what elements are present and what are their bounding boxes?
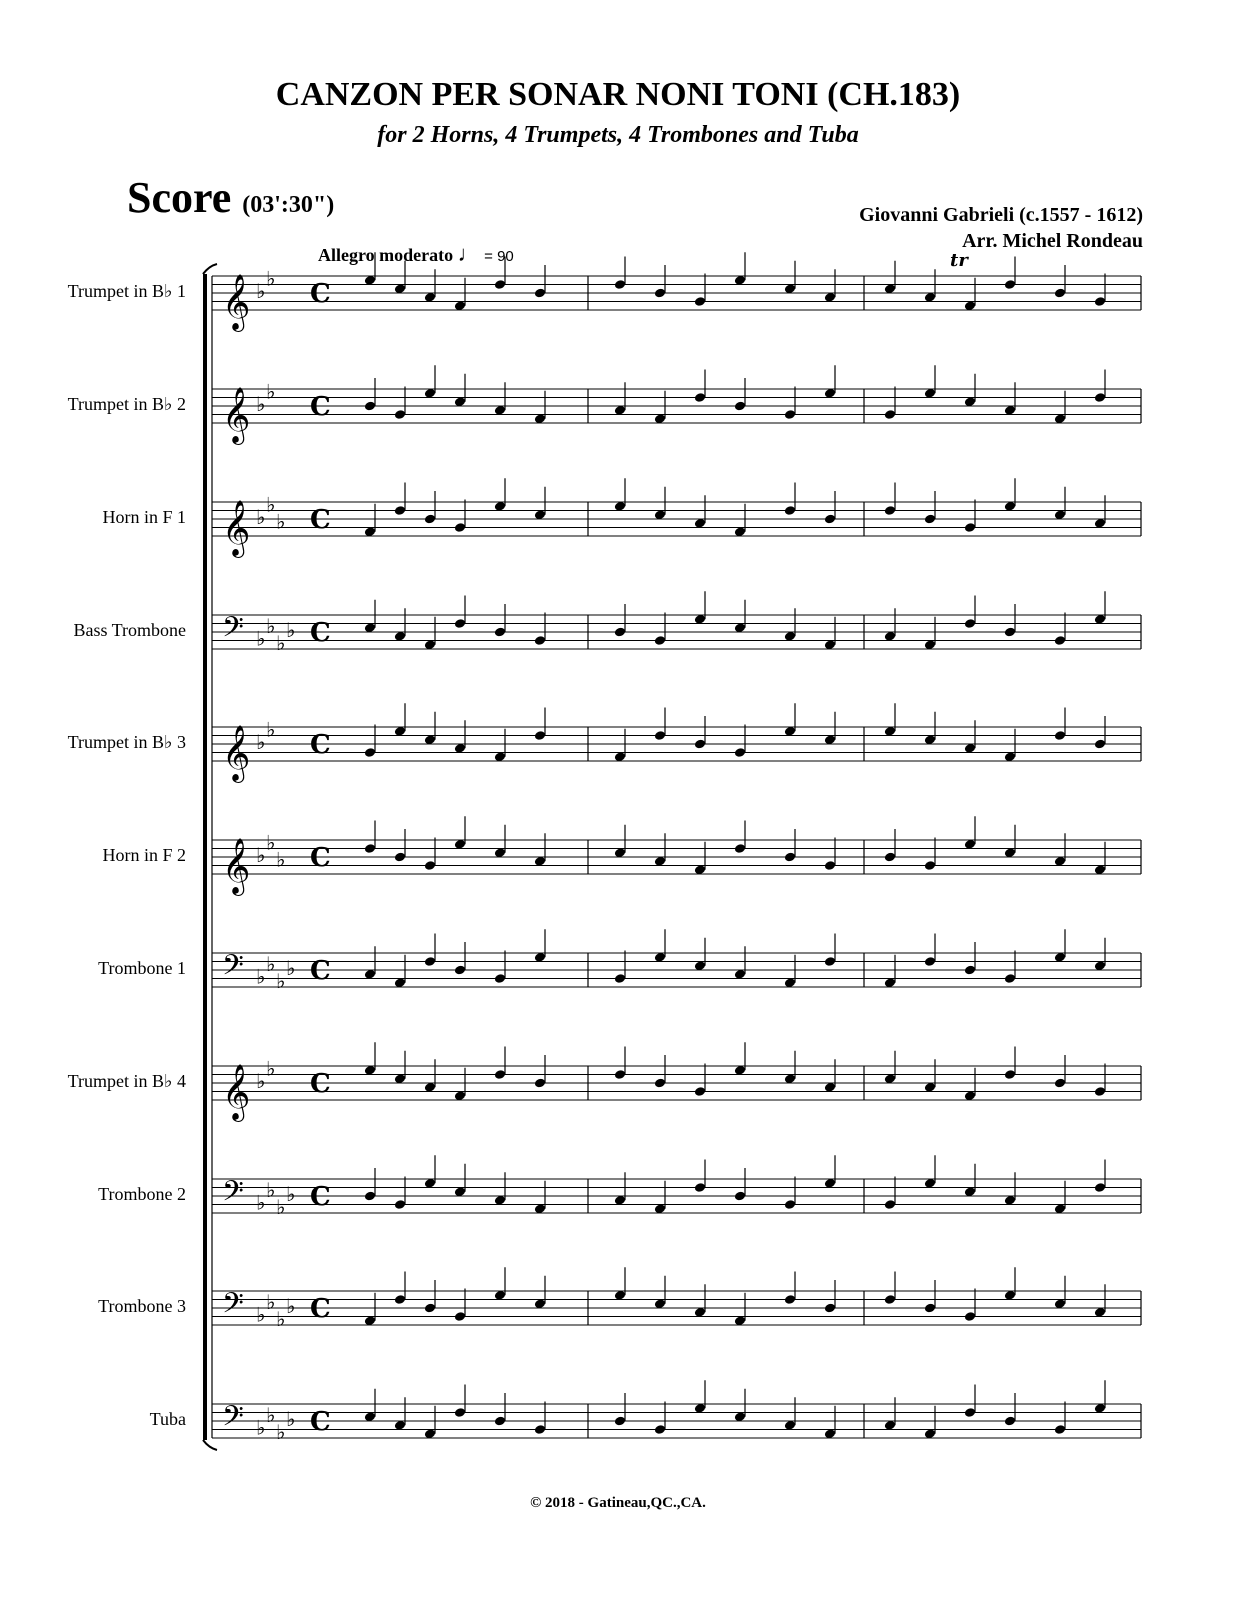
notehead <box>824 956 837 967</box>
notehead <box>424 1302 437 1313</box>
notehead <box>454 1407 467 1418</box>
bracket-bottom-hook <box>203 1440 217 1450</box>
tempo-value: = 90 <box>484 248 514 265</box>
treble-clef-icon: 𝄞 <box>222 387 251 443</box>
notehead <box>654 1424 667 1435</box>
treble-clef-icon: 𝄞 <box>222 274 251 330</box>
notehead <box>1004 1415 1017 1426</box>
notehead <box>614 626 627 637</box>
key-flat-icon: ♭ <box>276 847 286 872</box>
time-signature: C <box>310 392 331 422</box>
notehead <box>1094 1182 1107 1193</box>
notehead <box>364 400 377 411</box>
notehead <box>884 851 897 862</box>
notehead <box>614 1415 627 1426</box>
key-flat-icon: ♭ <box>266 951 276 976</box>
notehead <box>1004 279 1017 290</box>
time-signature: C <box>310 1182 331 1212</box>
key-flat-icon: ♭ <box>266 492 276 517</box>
notehead <box>924 1302 937 1313</box>
notehead <box>924 513 937 524</box>
bracket-top-hook <box>203 264 217 274</box>
key-flat-icon: ♭ <box>276 630 286 655</box>
notehead <box>534 1424 547 1435</box>
notehead <box>734 400 747 411</box>
notehead <box>1054 287 1067 298</box>
key-flat-icon: ♭ <box>286 1407 296 1431</box>
bass-clef-icon: 𝄢 <box>222 949 244 989</box>
notehead <box>784 1294 797 1305</box>
key-flat-icon: ♭ <box>286 956 296 980</box>
treble-clef-icon: 𝄞 <box>222 1064 251 1120</box>
composer: Giovanni Gabrieli (c.1557 - 1612) <box>859 204 1143 226</box>
notehead <box>424 860 437 871</box>
notehead <box>694 738 707 749</box>
copyright: © 2018 - Gatineau,QC.,CA. <box>530 1495 706 1511</box>
key-flat-icon: ♭ <box>266 613 276 638</box>
notehead <box>884 1199 897 1210</box>
key-flat-icon: ♭ <box>286 618 296 642</box>
time-signature: C <box>310 1407 331 1437</box>
key-flat-icon: ♭ <box>266 1056 276 1081</box>
time-signature: C <box>310 1069 331 1099</box>
part-name: Trumpet in B♭ 1 <box>67 281 186 301</box>
time-signature: C <box>310 730 331 760</box>
time-signature: C <box>310 843 331 873</box>
key-flat-icon: ♭ <box>276 1194 286 1219</box>
key-flat-icon: ♭ <box>266 1402 276 1427</box>
key-flat-icon: ♭ <box>276 1306 286 1331</box>
notehead <box>394 409 407 420</box>
notehead <box>654 730 667 741</box>
part-name: Horn in F 1 <box>102 507 186 527</box>
key-flat-icon: ♭ <box>256 1069 266 1093</box>
notehead <box>824 513 837 524</box>
part-name: Tuba <box>149 1409 186 1429</box>
time-signature: C <box>310 618 331 648</box>
score-subtitle: for 2 Horns, 4 Trumpets, 4 Trombones and Tuba <box>377 122 859 148</box>
time-signature: C <box>310 1294 331 1324</box>
key-flat-icon: ♭ <box>266 379 276 404</box>
part-name: Bass Trombone <box>73 620 186 640</box>
notehead <box>614 1069 627 1080</box>
key-flat-icon: ♭ <box>256 964 266 989</box>
notehead <box>534 1077 547 1088</box>
notehead <box>964 1407 977 1418</box>
key-flat-icon: ♭ <box>256 1190 266 1215</box>
notehead <box>1004 1069 1017 1080</box>
duration: (03':30") <box>242 192 335 218</box>
notehead <box>1004 626 1017 637</box>
treble-clef-icon: 𝄞 <box>222 500 251 556</box>
treble-clef-icon: 𝄞 <box>222 725 251 781</box>
time-signature: C <box>310 956 331 986</box>
notehead <box>494 1415 507 1426</box>
notehead <box>494 279 507 290</box>
notehead <box>1094 392 1107 403</box>
notehead <box>1094 1086 1107 1097</box>
notehead <box>924 956 937 967</box>
notehead <box>694 392 707 403</box>
notehead <box>784 505 797 516</box>
notehead <box>734 1190 747 1201</box>
notehead <box>884 409 897 420</box>
bass-clef-icon: 𝄢 <box>222 611 244 651</box>
notehead <box>614 279 627 290</box>
notehead <box>534 730 547 741</box>
arranger: Arr. Michel Rondeau <box>962 230 1143 252</box>
notehead <box>734 747 747 758</box>
notehead <box>1004 973 1017 984</box>
key-flat-icon: ♭ <box>256 843 266 867</box>
notehead <box>734 843 747 854</box>
notehead <box>394 1199 407 1210</box>
key-flat-icon: ♭ <box>256 279 266 303</box>
notehead <box>394 851 407 862</box>
key-flat-icon: ♭ <box>266 717 276 742</box>
key-flat-icon: ♭ <box>256 392 266 416</box>
notehead <box>1054 1424 1067 1435</box>
key-flat-icon: ♭ <box>266 830 276 855</box>
notehead <box>364 843 377 854</box>
key-flat-icon: ♭ <box>266 1289 276 1314</box>
tempo-text: Allegro moderato <box>318 245 454 265</box>
notehead <box>694 1086 707 1097</box>
notehead <box>394 1294 407 1305</box>
part-name: Trombone 1 <box>98 958 186 978</box>
notehead <box>964 618 977 629</box>
part-name: Trumpet in B♭ 3 <box>67 732 186 752</box>
bass-clef-icon: 𝄢 <box>222 1287 244 1327</box>
notehead <box>454 522 467 533</box>
notehead <box>394 505 407 516</box>
key-flat-icon: ♭ <box>256 730 266 754</box>
quarter-note-icon: ♩ <box>457 241 480 266</box>
notehead <box>454 1311 467 1322</box>
key-flat-icon: ♭ <box>256 505 266 529</box>
notehead <box>884 505 897 516</box>
notehead <box>454 964 467 975</box>
notehead <box>964 1311 977 1322</box>
part-name: Horn in F 2 <box>102 845 186 865</box>
notehead <box>784 851 797 862</box>
notehead <box>494 973 507 984</box>
notehead <box>1054 1077 1067 1088</box>
notehead <box>454 618 467 629</box>
notehead <box>824 1302 837 1313</box>
notehead <box>784 1199 797 1210</box>
key-flat-icon: ♭ <box>256 1415 266 1440</box>
notehead <box>884 1294 897 1305</box>
notehead <box>494 626 507 637</box>
key-flat-icon: ♭ <box>276 509 286 534</box>
part-name: Trumpet in B♭ 4 <box>67 1071 186 1091</box>
notehead <box>694 1182 707 1193</box>
notehead <box>1094 296 1107 307</box>
key-flat-icon: ♭ <box>276 1419 286 1444</box>
key-flat-icon: ♭ <box>286 1294 296 1318</box>
notehead <box>824 860 837 871</box>
key-flat-icon: ♭ <box>266 1177 276 1202</box>
notehead <box>924 860 937 871</box>
key-flat-icon: ♭ <box>286 1182 296 1206</box>
time-signature: C <box>310 279 331 309</box>
bass-clef-icon: 𝄢 <box>222 1175 244 1215</box>
notehead <box>534 635 547 646</box>
notehead <box>364 1190 377 1201</box>
bass-clef-icon: 𝄢 <box>222 1400 244 1440</box>
score-label-text: Score <box>127 173 232 222</box>
notehead <box>364 747 377 758</box>
key-flat-icon: ♭ <box>276 968 286 993</box>
trill-mark: tr <box>950 250 968 271</box>
part-name: Trombone 2 <box>98 1184 186 1204</box>
notehead <box>534 287 547 298</box>
key-flat-icon: ♭ <box>266 266 276 291</box>
notehead <box>424 956 437 967</box>
notehead <box>964 964 977 975</box>
part-name: Trumpet in B♭ 2 <box>67 394 186 414</box>
key-flat-icon: ♭ <box>256 626 266 651</box>
part-name: Trombone 3 <box>98 1296 186 1316</box>
notehead <box>614 973 627 984</box>
time-signature: C <box>310 505 331 535</box>
notehead <box>964 522 977 533</box>
notehead <box>784 409 797 420</box>
notehead <box>654 635 667 646</box>
notehead <box>654 1077 667 1088</box>
score-title: CANZON PER SONAR NONI TONI (CH.183) <box>275 76 961 113</box>
treble-clef-icon: 𝄞 <box>222 838 251 894</box>
notehead <box>1054 635 1067 646</box>
notehead <box>654 287 667 298</box>
key-flat-icon: ♭ <box>256 1302 266 1327</box>
notehead <box>424 513 437 524</box>
notehead <box>694 296 707 307</box>
notehead <box>1094 738 1107 749</box>
notehead <box>1054 730 1067 741</box>
notehead <box>494 1069 507 1080</box>
